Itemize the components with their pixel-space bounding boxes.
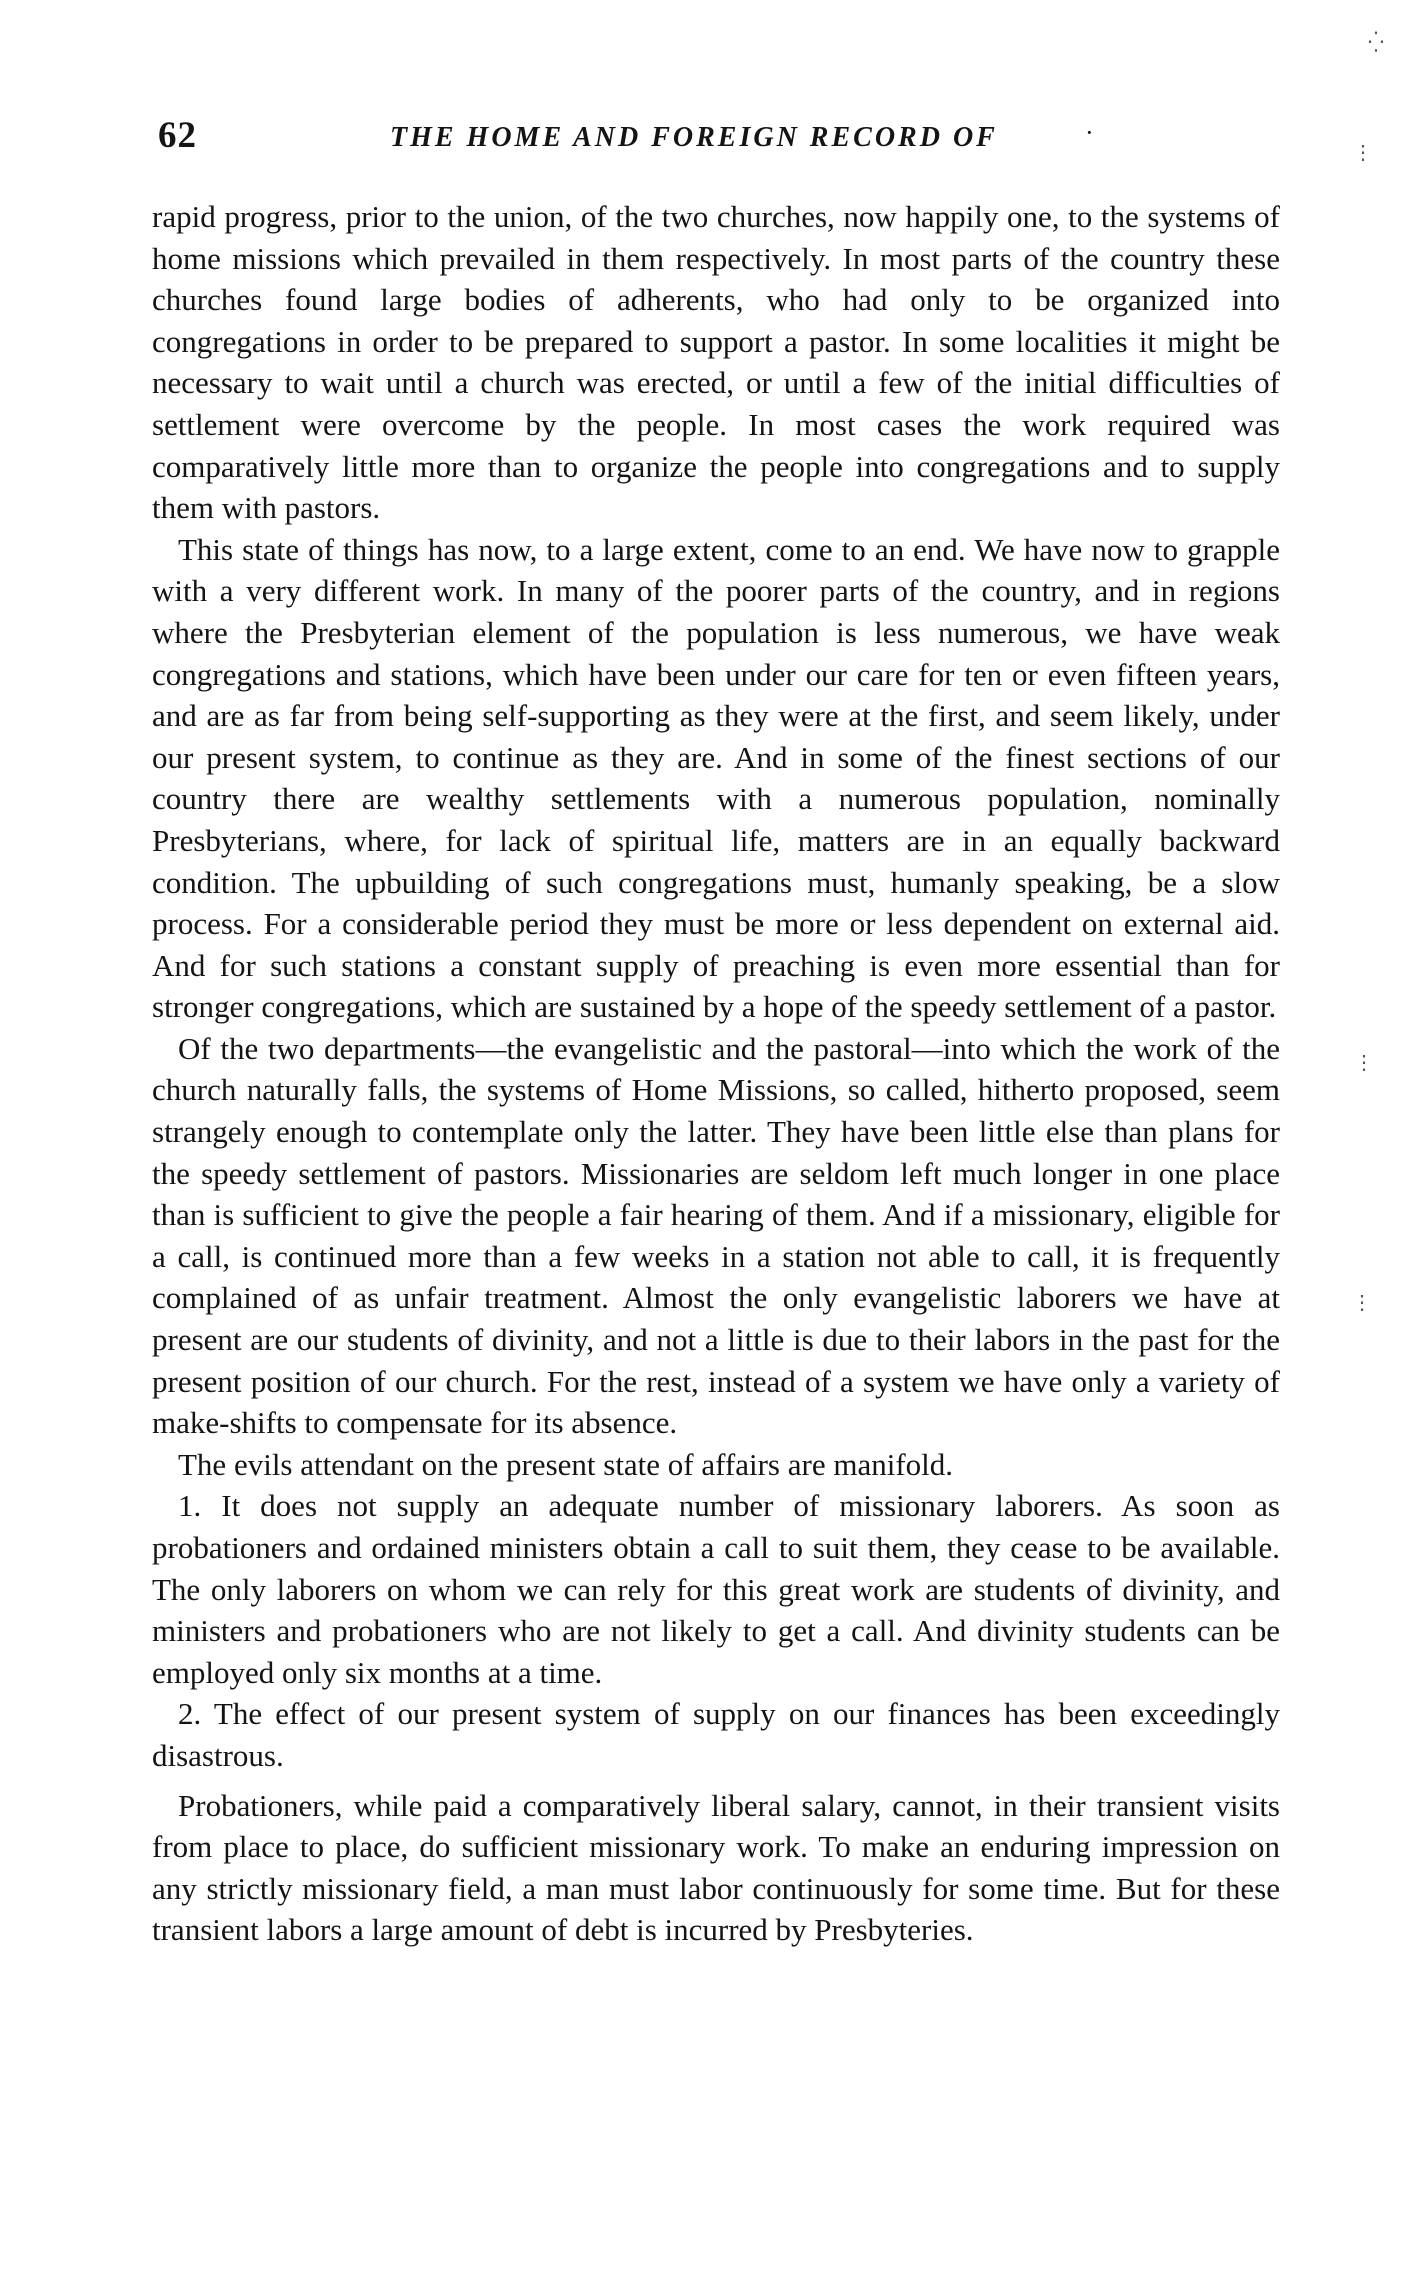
page-header (158, 114, 1258, 174)
scan-mark: ⋮ (1354, 1052, 1374, 1074)
paragraph-4: The evils attendant on the present state of affairs are manifold. (178, 1446, 953, 1482)
running-head: THE HOME AND FOREIGN RECORD OF (390, 122, 998, 153)
scan-mark: ⋮ (1352, 1292, 1372, 1314)
scan-mark: ⁛ (1368, 32, 1384, 54)
paragraph-5: 1. It does not supply an adequate number of missionary laborers. As soon as probationers and ordained ministers obtain a call to suit them, they cease to be available. The only laborers on whom we can rely for this great work are students of divinity, and ministers and probationers who are not likely to get a call. And divinity students can be employed only six months at a time. (152, 1488, 1280, 1690)
paragraph-2: This state of things has now, to a large extent, come to an end. We have now to grapple with a very different work. In many of the poorer parts of the country, and in regions where the Presbyterian element of the population is less numerous, we have weak congregations and stations, which have been under our care for ten or even fifteen years, and are as far from being self-supporting as they were at the first, and seem likely, under our present system, to continue as they are. And in some of the finest sections of our country there are wealthy settlements with a numerous population, nominally Presbyterians, where, for lack of spiritual life, matters are in an equally backward condition. The upbuilding of such congregations must, humanly speaking, be a slow process. For a considerable period they must be more or less dependent on external aid. And for such stations a constant supply of preaching is even more essential than for stronger congregations, which are sustained by a hope of the speedy settlement of a pastor. (152, 531, 1280, 1025)
scan-mark: ⋮ (1353, 142, 1373, 164)
paragraph-3: Of the two departments—the evangelistic and the pastoral—into which the work of the church naturally falls, the systems of Home Missions, so called, hitherto proposed, seem strangely enough to contemplate only the latter. They have been little else than plans for the speedy settlement of pastors. Missionaries are seldom left much longer in one place than is sufficient to give the people a fair hearing of them. And if a missionary, eligible for a call, is continued more than a few weeks in a station not able to call, it is frequently complained of as unfair treatment. Almost the only evangelistic laborers we have at present are our students of divinity, and not a little is due to their labors in the past for the present position of our church. For the rest, instead of a system we have only a variety of make-shifts to compensate for its absence. (152, 1030, 1280, 1441)
header-mark: · (1085, 118, 1094, 147)
paragraph-6: 2. The effect of our present system of supply on our finances has been exceedingly disastrous. (152, 1696, 1280, 1773)
page-number: 62 (158, 115, 197, 156)
body-text (152, 196, 1280, 1951)
paragraph-1: rapid progress, prior to the union, of the two churches, now happily one, to the systems of home missions which prevailed in them respectively. In most parts of the country these churches found large bodies of adherents, who had only to be organized into congregations in order to be prepared to support a pastor. In some localities it might be necessary to wait until a church was erected, or until a few of the initial difficulties of settlement were overcome by the people. In most cases the work required was comparatively little more than to organize the people into congregations and to supply them with pastors. (152, 199, 1280, 526)
paragraph-7: Probationers, while paid a comparatively liberal salary, cannot, in their transient visits from place to place, do sufficient missionary work. To make an enduring impression on any strictly missionary field, a man must labor continuously for some time. But for these transient labors a large amount of debt is incurred by Presbyteries. (152, 1787, 1280, 1948)
